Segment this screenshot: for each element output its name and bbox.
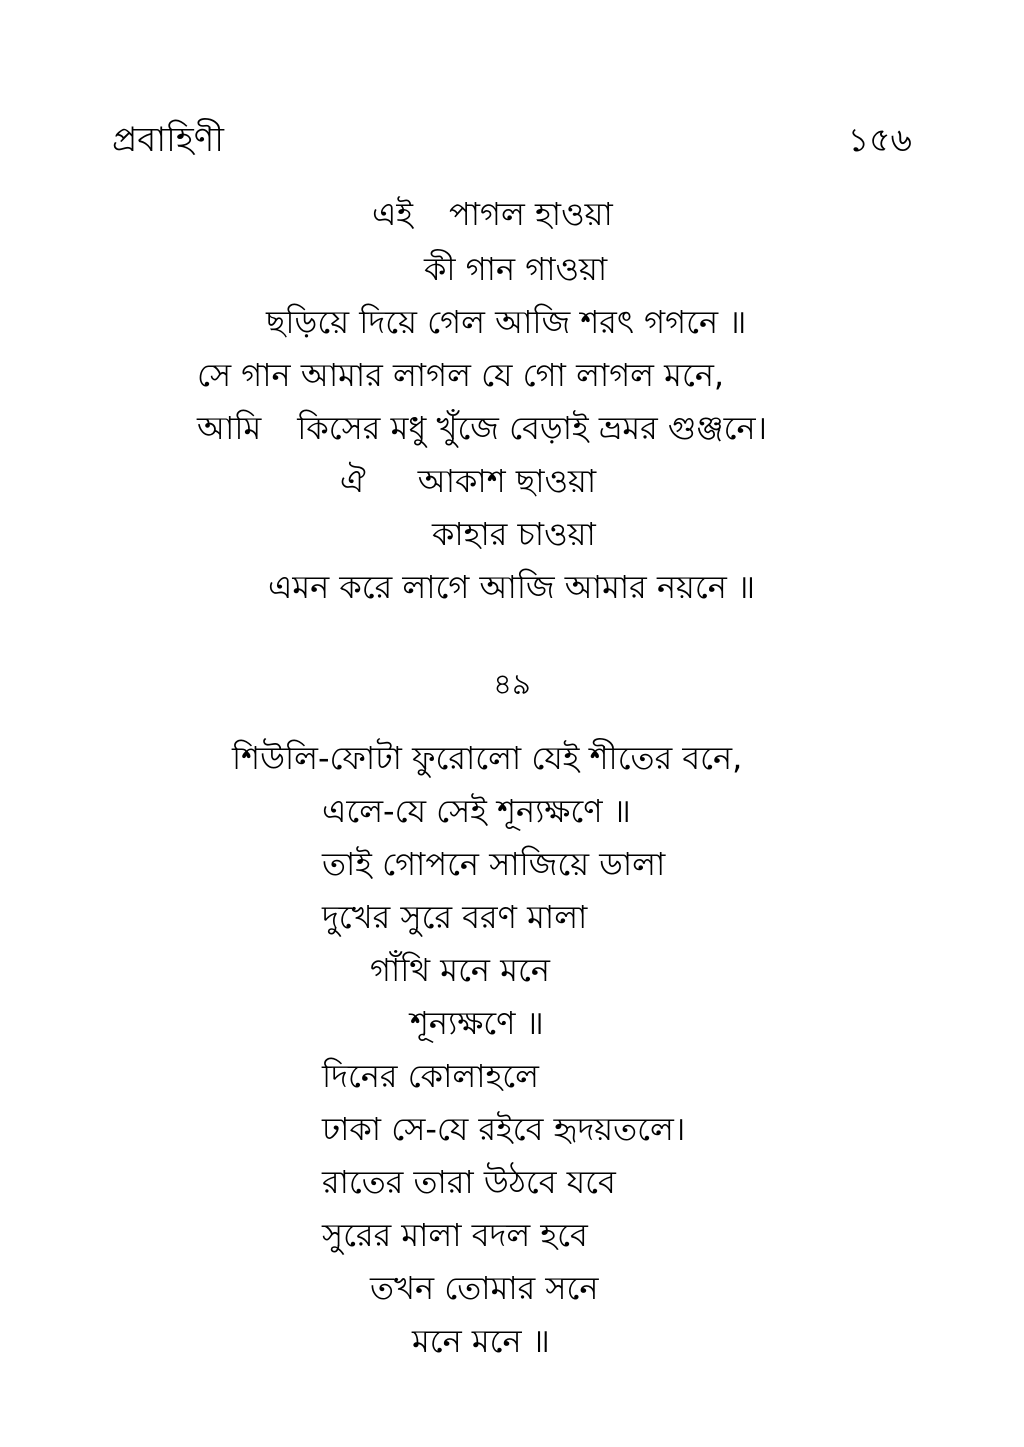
verse-line: শূন্যক্ষণে ॥ — [410, 1004, 544, 1042]
verse-line: এমন করে লাগে আজি আমার নয়নে ॥ — [268, 568, 756, 606]
verse-line: শিউলি-ফোটা ফুরোলো যেই শীতের বনে, — [232, 739, 743, 777]
verse-line-lead: এই — [372, 195, 413, 233]
page-number: ১৫৬ — [847, 120, 912, 159]
verse-line — [372, 192, 613, 236]
verse-line-text: আকাশ ছাওয়া — [417, 462, 597, 500]
verse-line: রাতের তারা উঠবে যবে — [322, 1163, 616, 1201]
verse-line: তাই গোপনে সাজিয়ে ডালা — [322, 845, 666, 883]
verse-line — [197, 406, 767, 450]
verse-line: এলে-যে সেই শূন্যক্ষণে ॥ — [322, 792, 631, 830]
verse-line — [340, 459, 596, 503]
verse-line-text: কিসের মধু খুঁজে বেড়াই ভ্রমর গুঞ্জনে। — [297, 409, 768, 447]
verse-line: ছড়িয়ে দিয়ে গেল আজি শরৎ গগনে ॥ — [266, 303, 747, 341]
song-number: ৪৯ — [493, 667, 531, 701]
verse-line: কী গান গাওয়া — [424, 250, 608, 288]
verse-line: তখন তোমার সনে — [370, 1269, 599, 1307]
verse-line: দিনের কোলাহলে — [322, 1057, 539, 1095]
verse-line-lead: আমি — [197, 409, 262, 447]
verse-line: ঢাকা সে-যে রইবে হৃদয়তলে। — [322, 1110, 686, 1148]
verse-line: গাঁথি মনে মনে — [370, 951, 550, 989]
verse-line-lead: ঐ — [340, 462, 366, 500]
running-head-title: প্রবাহিণী — [112, 120, 225, 160]
verse-line: দুখের সুরে বরণ মালা — [322, 898, 588, 936]
verse-line: কাহার চাওয়া — [432, 515, 596, 553]
verse-line: মনে মনে ॥ — [412, 1322, 550, 1360]
verse-line: সুরের মালা বদল হবে — [322, 1216, 588, 1254]
verse-line-text: পাগল হাওয়া — [449, 195, 613, 233]
verse-line: সে গান আমার লাগল যে গো লাগল মনে, — [197, 356, 725, 394]
